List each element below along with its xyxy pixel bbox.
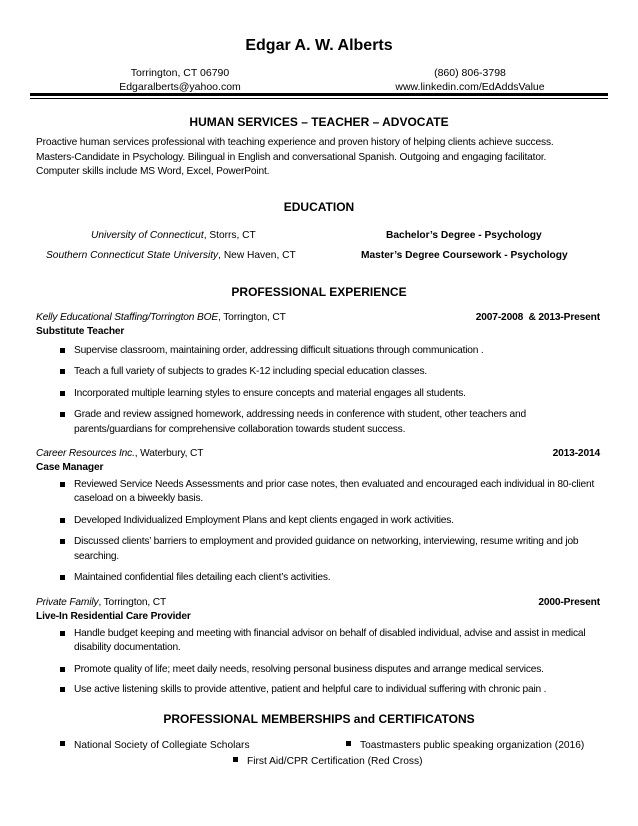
certification-item	[233, 756, 423, 767]
summary-paragraph	[36, 136, 606, 180]
memberships-heading: PROFESSIONAL MEMBERSHIPS and CERTIFICATONS	[163, 712, 475, 726]
header-divider	[30, 93, 608, 96]
education-heading: EDUCATION	[283, 200, 355, 214]
employer-location: , Torrington, CT	[218, 312, 286, 323]
list-item: Use active listening skills to provide attentive, patient and helpful care to individual suffering with chronic pain .	[60, 683, 600, 697]
linkedin-link[interactable]: www.linkedin.com/EdAddsValue	[395, 81, 545, 93]
list-item: Handle budget keeping and meeting with financial advisor on behalf of disabled individual, advise and assist in medical disability documentation.	[60, 627, 600, 656]
certification-label: First Aid/CPR Certification (Red Cross)	[247, 756, 423, 767]
bullet-icon	[346, 741, 351, 746]
job-dates: 2013-2014	[552, 448, 600, 459]
summary-line: Masters-Candidate in Psychology. Bilingual in English and conversational Spanish. Outgoing and engaging facilitator.	[36, 151, 547, 163]
candidate-name: Edgar A. W. Alberts	[245, 37, 393, 54]
list-item: Teach a full variety of subjects to grades K-12 including special education classes.	[60, 365, 600, 379]
employer-name: Private Family	[36, 597, 99, 608]
list-item: Incorporated multiple learning styles to ensure concepts and material engages all students.	[60, 387, 600, 401]
list-item: Maintained confidential files detailing each client’s activities.	[60, 571, 600, 585]
school-location: , New Haven, CT	[218, 250, 296, 261]
summary-heading: HUMAN SERVICES – TEACHER – ADVOCATE	[189, 115, 449, 129]
education-degree: Bachelor’s Degree - Psychology	[386, 230, 542, 241]
education-school	[46, 250, 296, 261]
job-bullets	[60, 627, 600, 698]
list-item: Reviewed Service Needs Assessments and prior case notes, then evaluated and encouraged each individual in 80-client caseload on a biweekly basis.	[60, 478, 600, 507]
list-item: Discussed clients’ barriers to employment and provided guidance on networking, interviewing, resume writing and job searching.	[60, 535, 600, 564]
job-dates: 2007-2008 & 2013-Present	[475, 312, 600, 323]
employer-location: , Waterbury, CT	[134, 448, 204, 459]
list-item: Promote quality of life; meet daily needs, resolving personal business disputes and arrange medical services.	[60, 663, 600, 677]
job-bullets	[60, 344, 600, 437]
location: Torrington, CT 06790	[130, 67, 230, 79]
job-bullets	[60, 478, 600, 585]
membership-label: Toastmasters public speaking organization (2016)	[360, 740, 585, 751]
job-title: Case Manager	[36, 462, 104, 473]
job-employer	[36, 448, 203, 459]
bullet-icon	[233, 757, 238, 762]
school-name: University of Connecticut	[91, 230, 204, 241]
list-item: Developed Individualized Employment Plans and kept clients engaged in work activities.	[60, 514, 600, 528]
experience-heading: PROFESSIONAL EXPERIENCE	[231, 285, 407, 299]
employer-location: , Torrington, CT	[98, 597, 167, 608]
employer-name: Career Resources Inc.	[36, 448, 135, 459]
email-link[interactable]: Edgaralberts@yahoo.com	[119, 81, 241, 93]
education-school	[91, 230, 256, 241]
summary-line: Computer skills include MS Word, Excel, PowerPoint.	[36, 166, 270, 178]
job-dates: 2000-Present	[538, 597, 600, 608]
list-item: Grade and review assigned homework, addressing needs in conference with student, other teachers and parents/guardians for comprehensive collaboration towards student success.	[60, 408, 600, 437]
job-title: Live-In Residential Care Provider	[36, 611, 191, 622]
membership-item	[346, 740, 584, 751]
phone: (860) 806-3798	[434, 67, 506, 79]
job-employer	[36, 597, 166, 608]
list-item: Supervise classroom, maintaining order, addressing difficult situations through communication .	[60, 344, 600, 358]
education-degree: Master’s Degree Coursework - Psychology	[361, 250, 568, 261]
job-title: Substitute Teacher	[36, 326, 125, 337]
employer-name: Kelly Educational Staffing/Torrington BOE	[36, 312, 219, 323]
bullet-icon	[60, 741, 65, 746]
summary-line: Proactive human services professional with teaching experience and proven history of helping clients achieve success.	[36, 137, 554, 148]
job-employer	[36, 312, 286, 323]
school-location: , Storrs, CT	[203, 230, 256, 241]
school-name: Southern Connecticut State University	[46, 250, 219, 261]
membership-label: National Society of Collegiate Scholars	[74, 740, 250, 751]
membership-item	[60, 740, 250, 751]
header-divider-thin	[30, 98, 608, 99]
